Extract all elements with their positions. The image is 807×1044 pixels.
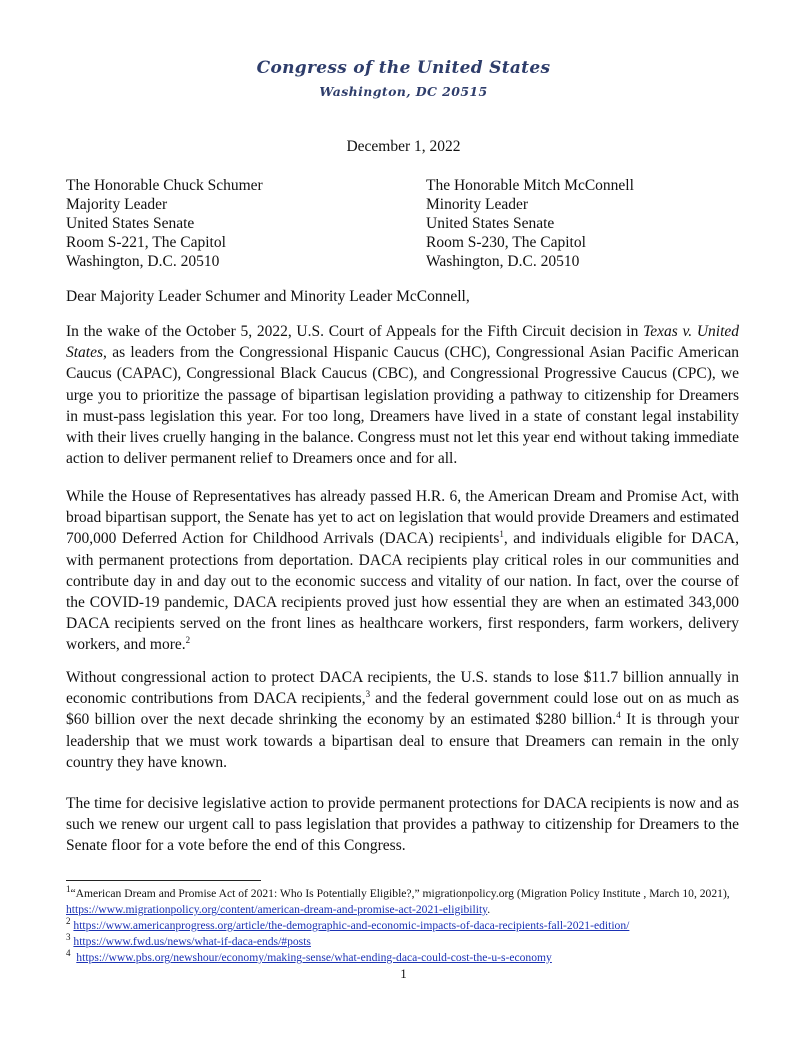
- paragraph-text: Without congressional action to protect DACA recipients, the U.S. stands to lose $11.7 billion annually in economic contributions from DACA recipients,: [66, 669, 739, 708]
- paragraph-text: The time for decisive legislative action to provide permanent protections for DACA recipients is now and as such we renew our urgent call to pass legislation that provides a pathway to citizenship for Dreamers to the Senate floor for a vote before the end of this Congress.: [66, 795, 739, 855]
- footnote-ref-3: 3: [365, 689, 371, 700]
- footnote-link[interactable]: https://www.americanprogress.org/article/the-demographic-and-economic-impacts-of-daca-recipients-fall-2021-edition/: [73, 919, 630, 932]
- body-paragraph-2: [66, 486, 739, 656]
- paragraph-text: and the federal government could lose out on as much as $60 billion over the next decade shrinking the economy by an estimated $280 billion.: [66, 690, 740, 729]
- footnote-ref-2: 2: [185, 635, 191, 646]
- recipient-block-mcconnell: [426, 176, 634, 271]
- paragraph-text: It is through your leadership that we must work towards a bipartisan deal to ensure that Dreamers can remain in the only country they have known.: [66, 711, 739, 771]
- recipient-block-schumer: [66, 176, 263, 271]
- footnote-number: 3: [66, 932, 71, 943]
- footnote-1: [66, 886, 746, 918]
- recipient-role: Minority Leader: [426, 196, 529, 213]
- letterhead-title: Congress of the United States: [256, 58, 551, 78]
- body-paragraph-3: [66, 667, 739, 773]
- footnote-number: 1: [66, 884, 71, 895]
- footnote-link[interactable]: https://www.pbs.org/newshour/economy/making-sense/what-ending-daca-could-cost-the-u-s-economy: [76, 951, 552, 964]
- footnote-3: [66, 934, 746, 950]
- footnote-link[interactable]: https://www.migrationpolicy.org/content/american-dream-and-promise-act-2021-eligibility: [66, 903, 488, 916]
- footnotes: [66, 886, 746, 966]
- recipient-body: United States Senate: [66, 215, 195, 232]
- recipient-room: Room S-230, The Capitol: [426, 234, 586, 251]
- footnote-number: 4: [66, 948, 71, 959]
- footnote-2: [66, 918, 746, 934]
- recipient-name: The Honorable Mitch McConnell: [426, 177, 634, 194]
- footnote-ref-4: 4: [616, 710, 621, 721]
- body-paragraph-1: [66, 321, 739, 469]
- footnote-link[interactable]: https://www.fwd.us/news/what-if-daca-ends/#posts: [73, 935, 311, 948]
- recipient-room: Room S-221, The Capitol: [66, 234, 226, 251]
- salutation: Dear Majority Leader Schumer and Minority Leader McConnell,: [66, 288, 470, 305]
- letterhead-address: Washington, DC 20515: [319, 84, 488, 99]
- letter-date: December 1, 2022: [346, 138, 461, 155]
- recipient-body: United States Senate: [426, 215, 555, 232]
- footnote-text: “American Dream and Promise Act of 2021: Who Is Potentially Eligible?,” migrationpolicy.org (Migration Policy Institute , March 10, 2021),: [70, 887, 730, 900]
- case-name: Texas v. United States: [66, 323, 740, 362]
- body-paragraph-4: [66, 793, 739, 857]
- footnote-4: [66, 950, 746, 966]
- recipient-role: Majority Leader: [66, 196, 168, 213]
- page-number: 1: [400, 966, 407, 981]
- footnote-text: .: [487, 903, 491, 916]
- paragraph-text: In the wake of the October 5, 2022, U.S. Court of Appeals for the Fifth Circuit decision in: [66, 323, 644, 340]
- recipient-city: Washington, D.C. 20510: [66, 253, 220, 270]
- paragraph-text: While the House of Representatives has already passed H.R. 6, the American Dream and Promise Act, with broad bipartisan support, the Senate has yet to act on legislation that would provide Dreamers and estimated 700,000 Deferred Action for Childhood Arrivals (DACA) recipients: [66, 488, 739, 548]
- paragraph-text: , and individuals eligible for DACA, with permanent protections from deportation. DACA recipients play critical roles in our communities and contribute day in and day out to the economic success and vitality of our nation. In fact, over the course of the COVID-19 pandemic, DACA recipients proved just how essential they are when an estimated 343,000 DACA recipients served on the front lines as healthcare workers, first responders, farm workers, delivery workers, and more.: [66, 530, 739, 654]
- recipient-city: Washington, D.C. 20510: [426, 253, 580, 270]
- footnote-ref-1: 1: [499, 529, 504, 540]
- footnote-number: 2: [66, 916, 71, 927]
- paragraph-text: , as leaders from the Congressional Hispanic Caucus (CHC), Congressional Asian Pacific American Caucus (CAPAC), Congressional Black Caucus (CBC), and Congressional Progressive Caucus (CPC), we urge you to prioritize the passage of bipartisan legislation providing a pathway to citizenship for Dreamers in must-pass legislation this year. For too long, Dreamers have lived in a state of constant legal instability with their lives cruelly hanging in the balance. Congress must not let this year end without taking immediate action to deliver permanent relief to Dreamers once and for all.: [66, 344, 739, 468]
- recipient-name: The Honorable Chuck Schumer: [66, 177, 263, 194]
- footnote-divider: [66, 880, 261, 881]
